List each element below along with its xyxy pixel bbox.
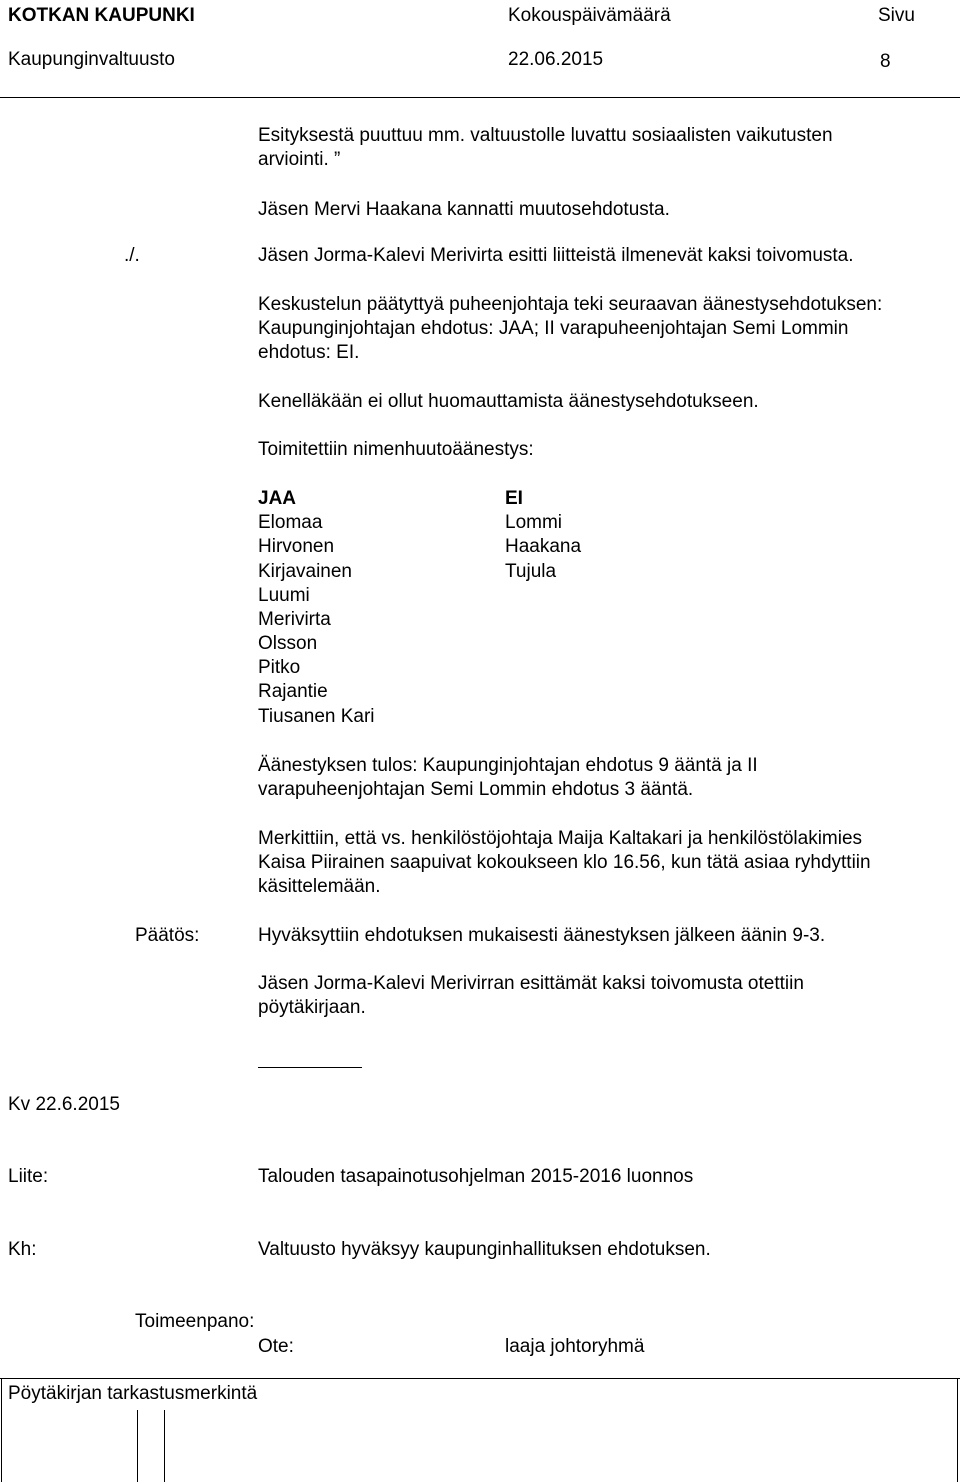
vote-yes-name: Merivirta bbox=[258, 609, 331, 630]
paragraph-4-line-3: ehdotus: EI. bbox=[258, 342, 360, 363]
vote-yes-name: Luumi bbox=[258, 585, 310, 606]
vote-yes-header: JAA bbox=[258, 488, 297, 509]
toimeenpano-label: Toimeenpano: bbox=[135, 1311, 255, 1332]
review-box-left-border bbox=[1, 1378, 2, 1482]
review-label: Pöytäkirjan tarkastusmerkintä bbox=[8, 1383, 258, 1404]
vote-yes-name: Pitko bbox=[258, 657, 301, 678]
vote-yes-name: Tiusanen Kari bbox=[258, 706, 375, 727]
vote-result-line-2: varapuheenjohtajan Semi Lommin ehdotus 3 ääntä. bbox=[258, 779, 694, 800]
vote-yes-name: Hirvonen bbox=[258, 536, 335, 557]
meeting-date-label: Kokouspäivämäärä bbox=[508, 5, 671, 26]
kh-text: Valtuusto hyväksyy kaupunginhallituksen ehdotuksen. bbox=[258, 1239, 711, 1260]
attachment-marker: ./. bbox=[124, 245, 140, 266]
vote-no-name: Tujula bbox=[505, 561, 557, 582]
paragraph-3: Jäsen Jorma-Kalevi Merivirta esitti liitteistä ilmenevät kaksi toivomusta. bbox=[258, 245, 854, 266]
decision-text: Hyväksyttiin ehdotuksen mukaisesti äänestyksen jälkeen äänin 9-3. bbox=[258, 925, 826, 946]
review-box-right-border bbox=[957, 1378, 958, 1482]
paragraph-5: Kenelläkään ei ollut huomauttamista äänestysehdotukseen. bbox=[258, 391, 759, 412]
paragraph-8-line-2: Kaisa Piirainen saapuivat kokoukseen klo 16.56, kun tätä asiaa ryhdyttiin bbox=[258, 852, 871, 873]
vote-yes-name: Kirjavainen bbox=[258, 561, 352, 582]
paragraph-8-line-3: käsittelemään. bbox=[258, 876, 381, 897]
page-label: Sivu bbox=[878, 5, 915, 26]
paragraph-4-line-1: Keskustelun päätyttyä puheenjohtaja teki seuraavan äänestysehdotuksen: bbox=[258, 294, 883, 315]
paragraph-4-line-2: Kaupunginjohtajan ehdotus: JAA; II varapuheenjohtajan Semi Lommin bbox=[258, 318, 849, 339]
paragraph-9-line-1: Jäsen Jorma-Kalevi Merivirran esittämät kaksi toivomusta otettiin bbox=[258, 973, 804, 994]
meeting-body: Kaupunginvaltuusto bbox=[8, 49, 175, 70]
paragraph-8-line-1: Merkittiin, että vs. henkilöstöjohtaja Maija Kaltakari ja henkilöstölakimies bbox=[258, 828, 863, 849]
review-box-top-rule bbox=[0, 1378, 960, 1379]
paragraph-6: Toimitettiin nimenhuutoäänestys: bbox=[258, 439, 534, 460]
paragraph-1-line-2: arviointi. ” bbox=[258, 149, 341, 170]
section-separator bbox=[258, 1067, 362, 1068]
vote-yes-name: Elomaa bbox=[258, 512, 323, 533]
kh-label: Kh: bbox=[8, 1239, 37, 1260]
vote-no-name: Lommi bbox=[505, 512, 563, 533]
paragraph-1-line-1: Esityksestä puuttuu mm. valtuustolle luvattu sosiaalisten vaikutusten bbox=[258, 125, 833, 146]
liite-label: Liite: bbox=[8, 1166, 49, 1187]
kv-date: Kv 22.6.2015 bbox=[8, 1094, 120, 1115]
vote-result-line-1: Äänestyksen tulos: Kaupunginjohtajan ehdotus 9 ääntä ja II bbox=[258, 755, 758, 776]
organization-name: KOTKAN KAUPUNKI bbox=[8, 5, 195, 26]
decision-label: Päätös: bbox=[135, 925, 200, 946]
vote-no-header: EI bbox=[505, 488, 523, 509]
page-number: 8 bbox=[880, 51, 891, 72]
vote-yes-name: Rajantie bbox=[258, 681, 328, 702]
review-box-initials-divider bbox=[164, 1410, 165, 1482]
paragraph-9-line-2: pöytäkirjaan. bbox=[258, 997, 366, 1018]
vote-yes-name: Olsson bbox=[258, 633, 318, 654]
header-rule bbox=[0, 97, 960, 98]
paragraph-2: Jäsen Mervi Haakana kannatti muutosehdotusta. bbox=[258, 199, 670, 220]
liite-text: Talouden tasapainotusohjelman 2015-2016 luonnos bbox=[258, 1166, 694, 1187]
review-box-initials-divider bbox=[137, 1410, 138, 1482]
meeting-date: 22.06.2015 bbox=[508, 49, 604, 70]
ote-label: Ote: bbox=[258, 1336, 294, 1357]
ote-text: laaja johtoryhmä bbox=[505, 1336, 645, 1357]
vote-no-name: Haakana bbox=[505, 536, 582, 557]
